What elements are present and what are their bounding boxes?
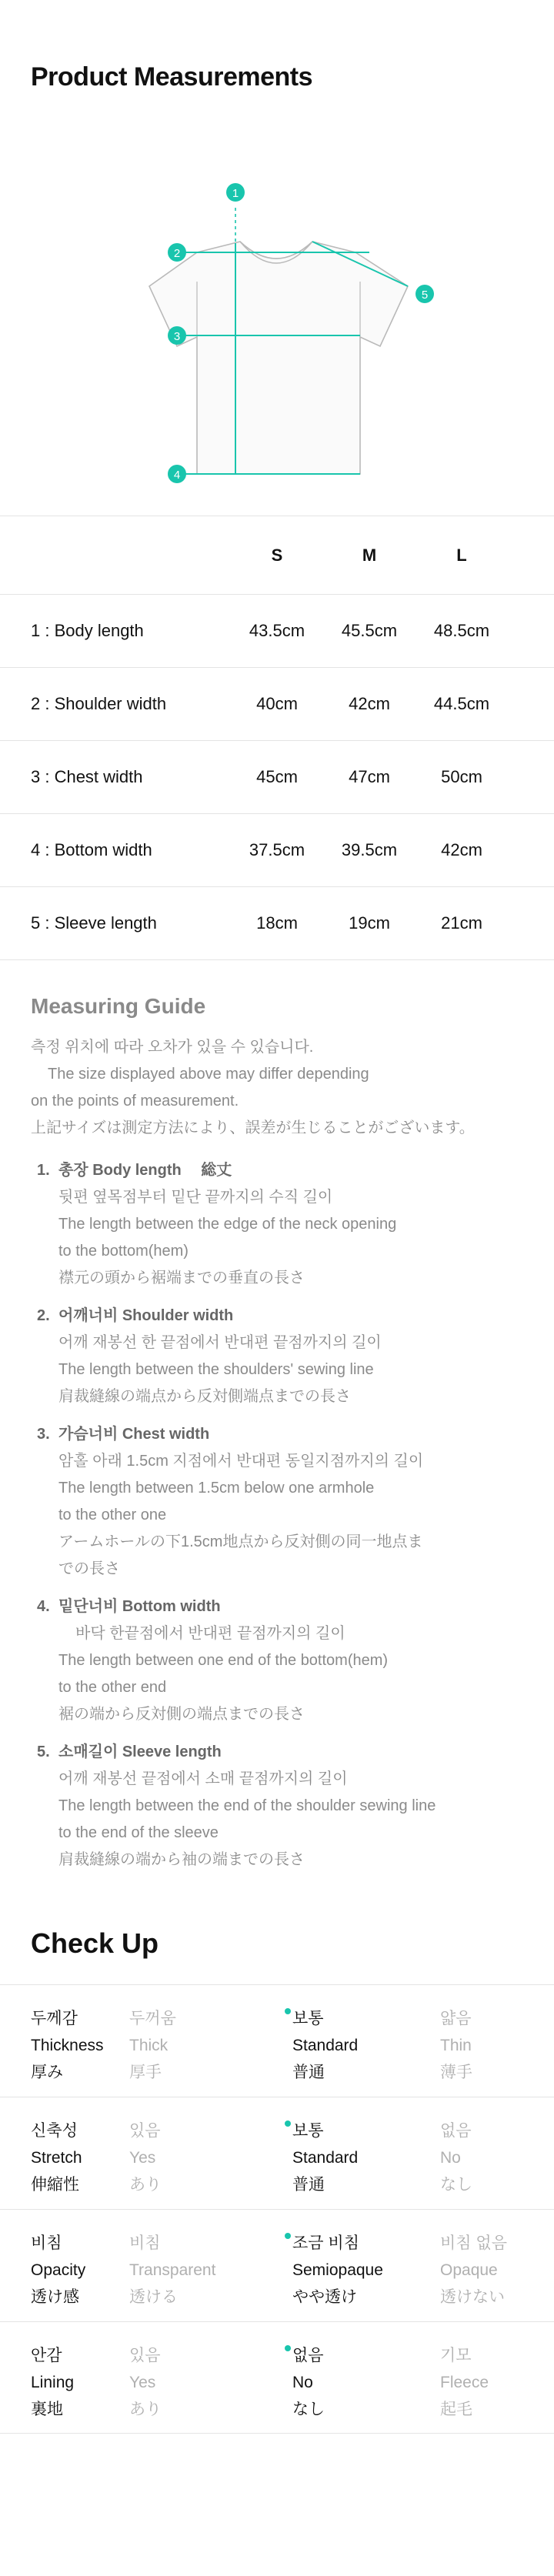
- table-row: [0, 595, 554, 668]
- option-ja: あり: [129, 2176, 162, 2194]
- option-1: [129, 2230, 292, 2321]
- item-line: The length between the shoulders' sewing line: [58, 1361, 374, 1378]
- size-table-header: [0, 516, 554, 595]
- option-ko: 없음: [292, 2347, 324, 2364]
- item-line: 바닥 한끝점에서 반대편 끝점까지의 길이: [75, 1625, 345, 1642]
- option-ja: 薄手: [440, 2064, 472, 2081]
- option-en: No: [292, 2374, 313, 2391]
- item-title: 총장 Body length 総丈: [58, 1162, 232, 1179]
- guide-title: Measuring Guide: [31, 994, 206, 1018]
- attribute-name-en: Thickness: [31, 2037, 104, 2054]
- size-header-m: M: [362, 545, 377, 565]
- marker-2: [168, 243, 186, 262]
- selected-dot-icon: [285, 2345, 291, 2351]
- check-row-thickness: [0, 1984, 554, 2097]
- cell-s: 45cm: [256, 767, 298, 786]
- item-line: to the bottom(hem): [58, 1243, 189, 1260]
- attribute-name: [0, 2230, 129, 2321]
- bottom-spacer: [0, 2434, 554, 2491]
- item-line: 襟元の頭から裾端までの垂直の長さ: [58, 1270, 305, 1286]
- check-row-stretch: [0, 2097, 554, 2209]
- cell-l: 48.5cm: [433, 621, 490, 640]
- option-ja: 普通: [292, 2176, 325, 2194]
- list-item: [37, 1303, 523, 1410]
- item-number: 2.: [37, 1307, 50, 1324]
- item-line: アームホールの下1.5cm地点から反対側の同一地点ま: [58, 1533, 423, 1550]
- attribute-name-ja: 透け感: [31, 2288, 79, 2306]
- option-selected: [292, 2342, 440, 2433]
- option-en: Yes: [129, 2374, 156, 2391]
- option-ja: 透ける: [129, 2288, 178, 2306]
- option-selected: [292, 2117, 440, 2209]
- attribute-name-ko: 신축성: [31, 2122, 78, 2140]
- guide-note-ko: 측정 위치에 따라 오차가 있을 수 있습니다.: [31, 1039, 314, 1056]
- cell-l: 21cm: [441, 913, 482, 933]
- option-en: Opaque: [440, 2261, 498, 2279]
- item-number: 4.: [37, 1598, 50, 1615]
- option-ja: なし: [440, 2176, 472, 2194]
- attribute-name-en: Opacity: [31, 2261, 86, 2279]
- option-ja: あり: [129, 2401, 162, 2418]
- option-ko: 없음: [440, 2122, 472, 2140]
- marker-1: [226, 183, 245, 202]
- item-line: 뒷편 옆목점부터 밑단 끝까지의 수직 길이: [58, 1189, 333, 1206]
- option-3: [440, 2005, 554, 2097]
- item-number: 5.: [37, 1743, 50, 1760]
- option-ja: 透けない: [440, 2288, 505, 2306]
- row-label: 4 : Bottom width: [31, 840, 152, 859]
- attribute-name-ja: 伸縮性: [31, 2176, 79, 2194]
- option-ja: やや透け: [292, 2288, 357, 2306]
- guide-note-en-1: The size displayed above may differ depending: [48, 1066, 369, 1083]
- option-en: Standard: [292, 2037, 359, 2054]
- option-en: Thin: [440, 2037, 472, 2054]
- item-line: 裾の端から反対側の端点までの長さ: [58, 1706, 305, 1723]
- option-selected: [292, 2230, 440, 2321]
- attribute-name-en: Lining: [31, 2374, 75, 2391]
- option-ko: 조금 비침: [292, 2234, 359, 2252]
- item-title: 밑단너비 Bottom width: [58, 1598, 221, 1615]
- row-label: 2 : Shoulder width: [31, 694, 167, 713]
- svg-text:2: 2: [173, 247, 181, 260]
- svg-text:5: 5: [421, 289, 429, 302]
- list-item: [37, 1157, 523, 1292]
- option-en: No: [440, 2149, 461, 2167]
- check-row-opacity: [0, 2209, 554, 2321]
- option-ja: 普通: [292, 2064, 325, 2081]
- option-ko: 보통: [292, 2122, 324, 2140]
- cell-s: 43.5cm: [249, 621, 305, 640]
- cell-l: 42cm: [441, 840, 482, 859]
- measuring-guide: [0, 960, 554, 1874]
- option-en: Standard: [292, 2149, 359, 2167]
- option-3: [440, 2117, 554, 2209]
- svg-text:3: 3: [173, 330, 181, 343]
- item-number: 3.: [37, 1426, 50, 1443]
- svg-text:4: 4: [173, 469, 181, 482]
- size-header-l: L: [456, 545, 467, 565]
- size-table: [0, 516, 554, 960]
- marker-3: [168, 326, 186, 345]
- item-title: 소매길이 Sleeve length: [58, 1743, 222, 1760]
- attribute-name-ja: 裏地: [31, 2401, 63, 2418]
- item-title: 어깨너비 Shoulder width: [58, 1307, 234, 1324]
- item-line: 肩裁縫線の端点から反対側端点までの長さ: [58, 1388, 351, 1405]
- tshirt-illustration: [0, 92, 554, 516]
- cell-m: 19cm: [349, 913, 390, 933]
- option-en: Transparent: [129, 2261, 216, 2279]
- item-line: to the end of the sleeve: [58, 1824, 219, 1841]
- option-1: [129, 2342, 292, 2433]
- page-title: Product Measurements: [31, 62, 312, 92]
- attribute-name-ko: 두께감: [31, 2010, 78, 2027]
- selected-dot-icon: [285, 2121, 291, 2127]
- marker-5: [416, 285, 434, 303]
- item-line: 암홀 아래 1.5cm 지점에서 반대편 동일지점까지의 길이: [58, 1453, 424, 1470]
- option-ko: 비침: [129, 2234, 161, 2252]
- list-item: [37, 1739, 523, 1874]
- option-ko: 기모: [440, 2347, 472, 2364]
- check-up-section: [0, 1884, 554, 2434]
- option-ko: 있음: [129, 2347, 161, 2364]
- attribute-name-ko: 비침: [31, 2234, 62, 2252]
- table-row: [0, 668, 554, 741]
- option-ko: 얇음: [440, 2010, 472, 2027]
- option-en: Yes: [129, 2149, 156, 2167]
- option-en: Semiopaque: [292, 2261, 383, 2279]
- guide-note-ja: 上記サイズは測定方法により、誤差が生じることがございます。: [31, 1119, 475, 1136]
- item-line: 肩裁縫線の端から袖の端までの長さ: [58, 1851, 305, 1868]
- list-item: [37, 1421, 523, 1583]
- marker-4: [168, 465, 186, 483]
- attribute-name-en: Stretch: [31, 2149, 82, 2167]
- guide-note-en-2: on the points of measurement.: [31, 1093, 239, 1109]
- item-line: The length between the edge of the neck opening: [58, 1216, 397, 1233]
- attribute-name-ko: 안감: [31, 2347, 62, 2364]
- option-3: [440, 2342, 554, 2433]
- item-line: The length between 1.5cm below one armhole: [58, 1480, 375, 1497]
- list-item: [37, 1593, 523, 1728]
- table-row: [0, 741, 554, 814]
- item-line: 어깨 재봉선 끝점에서 소매 끝점까지의 길이: [58, 1770, 348, 1787]
- option-en: Fleece: [440, 2374, 489, 2391]
- attribute-name: [0, 2117, 129, 2209]
- option-ko: 두꺼움: [129, 2010, 176, 2027]
- cell-m: 42cm: [349, 694, 390, 713]
- tshirt-outline: [149, 242, 408, 474]
- check-up-title: Check Up: [31, 1927, 159, 1959]
- selected-dot-icon: [285, 2008, 291, 2014]
- attribute-name: [0, 2005, 129, 2097]
- attribute-name-ja: 厚み: [31, 2064, 63, 2081]
- option-en: Thick: [129, 2037, 169, 2054]
- cell-s: 40cm: [256, 694, 298, 713]
- cell-m: 45.5cm: [341, 621, 398, 640]
- table-row: [0, 814, 554, 887]
- guide-list: [31, 1157, 523, 1874]
- option-ja: 厚手: [129, 2064, 162, 2081]
- measurement-diagram: [0, 92, 554, 516]
- item-title: 가슴너비 Chest width: [58, 1426, 210, 1443]
- item-number: 1.: [37, 1162, 50, 1179]
- item-line: to the other end: [58, 1679, 167, 1696]
- cell-m: 47cm: [349, 767, 390, 786]
- cell-l: 44.5cm: [433, 694, 490, 713]
- size-header-s: S: [271, 545, 283, 565]
- item-line: The length between the end of the shoulder sewing line: [58, 1797, 436, 1814]
- attribute-name: [0, 2342, 129, 2433]
- cell-s: 18cm: [256, 913, 298, 933]
- row-label: 5 : Sleeve length: [31, 913, 157, 933]
- option-ko: 비침 없음: [440, 2234, 507, 2252]
- cell-s: 37.5cm: [249, 840, 305, 859]
- selected-dot-icon: [285, 2233, 291, 2239]
- option-selected: [292, 2005, 440, 2097]
- row-label: 3 : Chest width: [31, 767, 143, 786]
- item-line: 어깨 재봉선 한 끝점에서 반대편 끝점까지의 길이: [58, 1334, 382, 1351]
- option-ja: 起毛: [440, 2401, 472, 2418]
- guide-note: [31, 1034, 523, 1142]
- option-ja: なし: [292, 2401, 325, 2418]
- option-ko: 있음: [129, 2122, 161, 2140]
- svg-text:1: 1: [232, 187, 239, 200]
- cell-m: 39.5cm: [341, 840, 398, 859]
- option-ko: 보통: [292, 2010, 324, 2027]
- table-row: [0, 887, 554, 960]
- option-1: [129, 2005, 292, 2097]
- check-row-lining: [0, 2321, 554, 2434]
- item-line: での長さ: [58, 1560, 120, 1577]
- row-label: 1 : Body length: [31, 621, 144, 640]
- item-line: The length between one end of the bottom(hem): [58, 1652, 389, 1669]
- item-line: to the other one: [58, 1507, 167, 1523]
- option-3: [440, 2230, 554, 2321]
- cell-l: 50cm: [441, 767, 482, 786]
- option-1: [129, 2117, 292, 2209]
